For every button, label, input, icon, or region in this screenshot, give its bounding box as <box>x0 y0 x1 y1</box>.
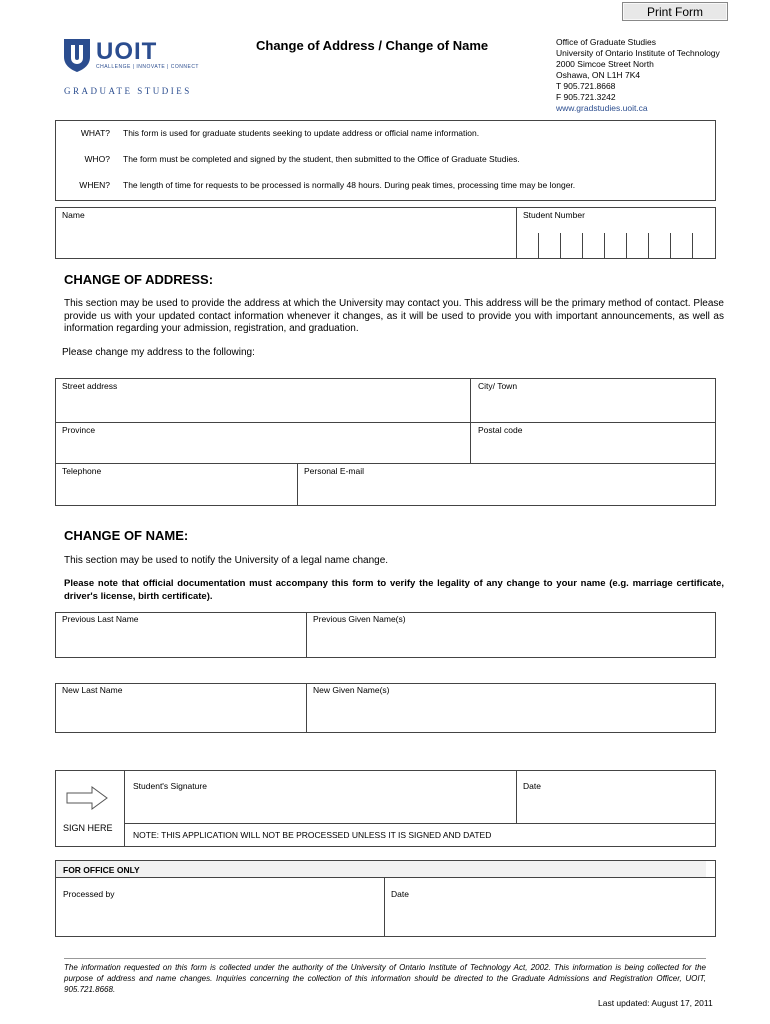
what-text: This form is used for graduate students seeking to update address or official name information. <box>123 128 480 138</box>
logo-wordmark: UOIT <box>96 38 158 65</box>
when-label: WHEN? <box>79 180 110 190</box>
address-description: This section may be used to provide the address at which the University may contact you. This address will be the primary method of contact. Please provide us with your updated contact information whenever it changes, as it will be used to provide you with important announcements, as well as information regarding your admission, registration, and graduation. <box>64 298 724 334</box>
province-label: Province <box>62 425 96 435</box>
name-label: Name <box>62 210 85 220</box>
processed-by-label: Processed by <box>63 889 115 899</box>
email-label: Personal E-mail <box>304 466 364 476</box>
new-given-name-field[interactable] <box>307 697 715 732</box>
uoit-shield-icon <box>62 37 92 73</box>
office-use-header-bar <box>56 861 706 877</box>
city-field[interactable] <box>471 393 715 421</box>
office-line-1: Office of Graduate Studies <box>556 37 657 47</box>
office-date-label: Date <box>391 889 409 899</box>
when-text: The length of time for requests to be processed is normally 48 hours. During peak times, processing time may be longer. <box>123 180 576 190</box>
street-address-field[interactable] <box>56 393 469 421</box>
student-number-label: Student Number <box>523 210 585 220</box>
telephone-label: Telephone <box>62 466 102 476</box>
department-name: GRADUATE STUDIES <box>64 86 192 96</box>
email-field[interactable] <box>298 478 715 505</box>
city-label: City/ Town <box>478 381 518 391</box>
street-address-label: Street address <box>62 381 118 391</box>
signature-note: NOTE: THIS APPLICATION WILL NOT BE PROCESSED UNLESS IT IS SIGNED AND DATED <box>133 830 492 840</box>
signature-date-label: Date <box>523 781 541 791</box>
page-title: Change of Address / Change of Name <box>256 38 489 53</box>
new-last-name-label: New Last Name <box>62 685 123 695</box>
previous-given-name-label: Previous Given Name(s) <box>313 614 406 624</box>
telephone-field[interactable] <box>56 478 296 505</box>
privacy-notice: The information requested on this form is collected under the authority of the University of Ontario Institute of Technology Act, 2002. This information is being collected for the purpose of address and name changes. Inquiries concerning the collection of this information should be directed to the Graduate Admissions and Registration Officer, UOIT, 905.721.8668. <box>64 963 706 994</box>
who-text: The form must be completed and signed by the student, then submitted to the Office of Graduate Studies. <box>123 154 520 164</box>
new-last-name-field[interactable] <box>56 697 305 732</box>
office-date-field[interactable] <box>385 902 715 936</box>
sign-here-label: SIGN HERE <box>63 823 113 833</box>
signature-field[interactable] <box>125 795 515 822</box>
office-url-link[interactable]: www.gradstudies.uoit.ca <box>556 103 648 113</box>
name-change-note: Please note that official documentation must accompany this form to verify the legality of any change to your name (e.g. marriage certificate, driver's license, birth certificate). <box>64 578 724 602</box>
previous-last-name-label: Previous Last Name <box>62 614 139 624</box>
signature-label: Student's Signature <box>133 781 207 791</box>
office-line-3: 2000 Simcoe Street North <box>556 59 654 69</box>
footer-divider <box>64 958 706 959</box>
previous-last-name-field[interactable] <box>56 626 305 657</box>
last-updated: Last updated: August 17, 2011 <box>598 998 713 1008</box>
previous-given-name-field[interactable] <box>307 626 715 657</box>
logo-tagline: CHALLENGE | INNOVATE | CONNECT <box>96 64 199 70</box>
address-heading: CHANGE OF ADDRESS: <box>64 272 214 287</box>
print-form-button[interactable]: Print Form <box>622 2 728 21</box>
address-instruction: Please change my address to the following: <box>62 347 255 358</box>
office-address <box>556 37 766 114</box>
what-label: WHAT? <box>80 128 110 138</box>
name-change-heading: CHANGE OF NAME: <box>64 528 189 543</box>
signature-date-field[interactable] <box>517 795 715 822</box>
province-field[interactable] <box>56 437 469 462</box>
processed-by-field[interactable] <box>56 902 383 936</box>
new-given-name-label: New Given Name(s) <box>313 685 390 695</box>
office-fax: F 905.721.3242 <box>556 92 616 102</box>
office-phone: T 905.721.8668 <box>556 81 616 91</box>
postal-code-field[interactable] <box>471 437 715 462</box>
student-number-field[interactable] <box>538 233 693 259</box>
office-line-4: Oshawa, ON L1H 7K4 <box>556 70 641 80</box>
office-line-2: University of Ontario Institute of Technology <box>556 48 720 58</box>
name-change-description: This section may be used to notify the University of a legal name change. <box>64 555 389 566</box>
postal-code-label: Postal code <box>478 425 523 435</box>
office-use-heading: FOR OFFICE ONLY <box>63 865 140 875</box>
divider <box>516 207 517 259</box>
who-label: WHO? <box>84 154 110 164</box>
arrow-right-icon <box>66 786 108 810</box>
